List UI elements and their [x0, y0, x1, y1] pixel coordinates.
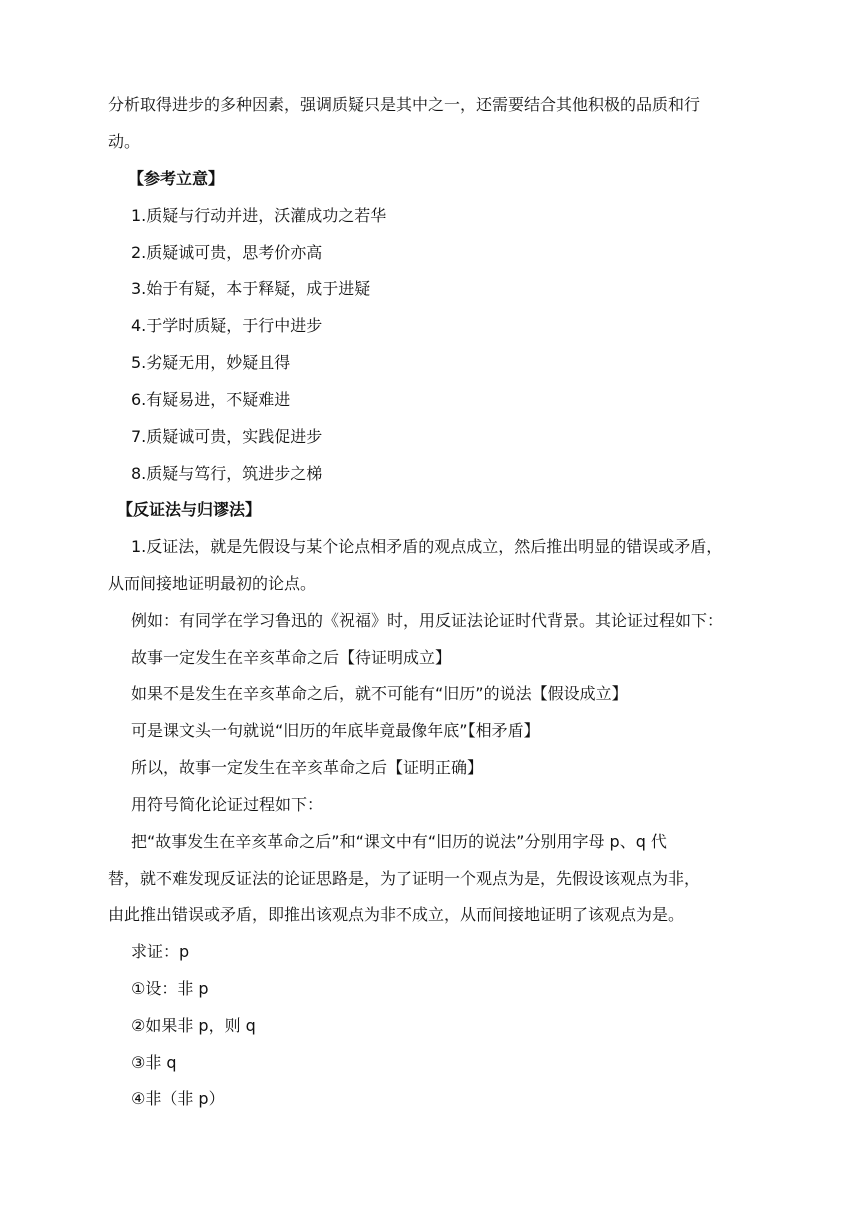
- proof-step: ④非（非 p）: [131, 1089, 225, 1108]
- proof-step: ①设：非 p: [131, 979, 209, 998]
- proof-step: 求证：p: [131, 942, 190, 961]
- paragraph-line: 例如：有同学在学习鲁迅的《祝福》时，用反证法论证时代背景。其论证过程如下：: [131, 611, 724, 630]
- list-item: 4.于学时质疑，于行中进步: [131, 316, 323, 335]
- paragraph-line: 分析取得进步的多种因素，强调质疑只是其中之一，还需要结合其他积极的品质和行: [108, 95, 701, 114]
- paragraph-line: 用符号简化论证过程如下：: [131, 795, 324, 814]
- list-item: 6.有疑易进，不疑难进: [131, 390, 291, 409]
- paragraph-line: 故事一定发生在辛亥革命之后【待证明成立】: [131, 648, 452, 667]
- list-item: 3.始于有疑，本于释疑，成于进疑: [131, 279, 371, 298]
- list-item: 7.质疑诚可贵，实践促进步: [131, 427, 323, 446]
- paragraph-line: 如果不是发生在辛亥革命之后，就不可能有“旧历”的说法【假设成立】: [131, 684, 628, 703]
- paragraph-line: 动。: [108, 132, 141, 151]
- paragraph-line: 1.反证法，就是先假设与某个论点相矛盾的观点成立，然后推出明显的错误或矛盾，: [131, 537, 723, 556]
- paragraph-line: 替，就不难发现反证法的论证思路是，为了证明一个观点为是，先假设该观点为非，: [108, 869, 701, 888]
- paragraph-line: 从而间接地证明最初的论点。: [108, 574, 317, 593]
- section-heading-reference-ideas: 【参考立意】: [128, 169, 225, 188]
- paragraph-line: 把“故事发生在辛亥革命之后”和“课文中有“旧历的说法”分别用字母 p、q 代: [131, 832, 667, 851]
- paragraph-line: 所以，故事一定发生在辛亥革命之后【证明正确】: [131, 758, 484, 777]
- proof-step: ③非 q: [131, 1053, 177, 1072]
- paragraph-line: 可是课文头一句就说“旧历的年底毕竟最像年底”【相矛盾】: [131, 721, 540, 740]
- list-item: 2.质疑诚可贵，思考价亦高: [131, 243, 323, 262]
- list-item: 1.质疑与行动并进，沃灌成功之若华: [131, 206, 387, 225]
- paragraph-line: 由此推出错误或矛盾，即推出该观点为非不成立，从而间接地证明了该观点为是。: [108, 905, 685, 924]
- list-item: 5.劣疑无用，妙疑且得: [131, 353, 291, 372]
- section-heading-proof-methods: 【反证法与归谬法】: [117, 500, 262, 519]
- proof-step: ②如果非 p，则 q: [131, 1016, 256, 1035]
- list-item: 8.质疑与笃行，筑进步之梯: [131, 464, 323, 483]
